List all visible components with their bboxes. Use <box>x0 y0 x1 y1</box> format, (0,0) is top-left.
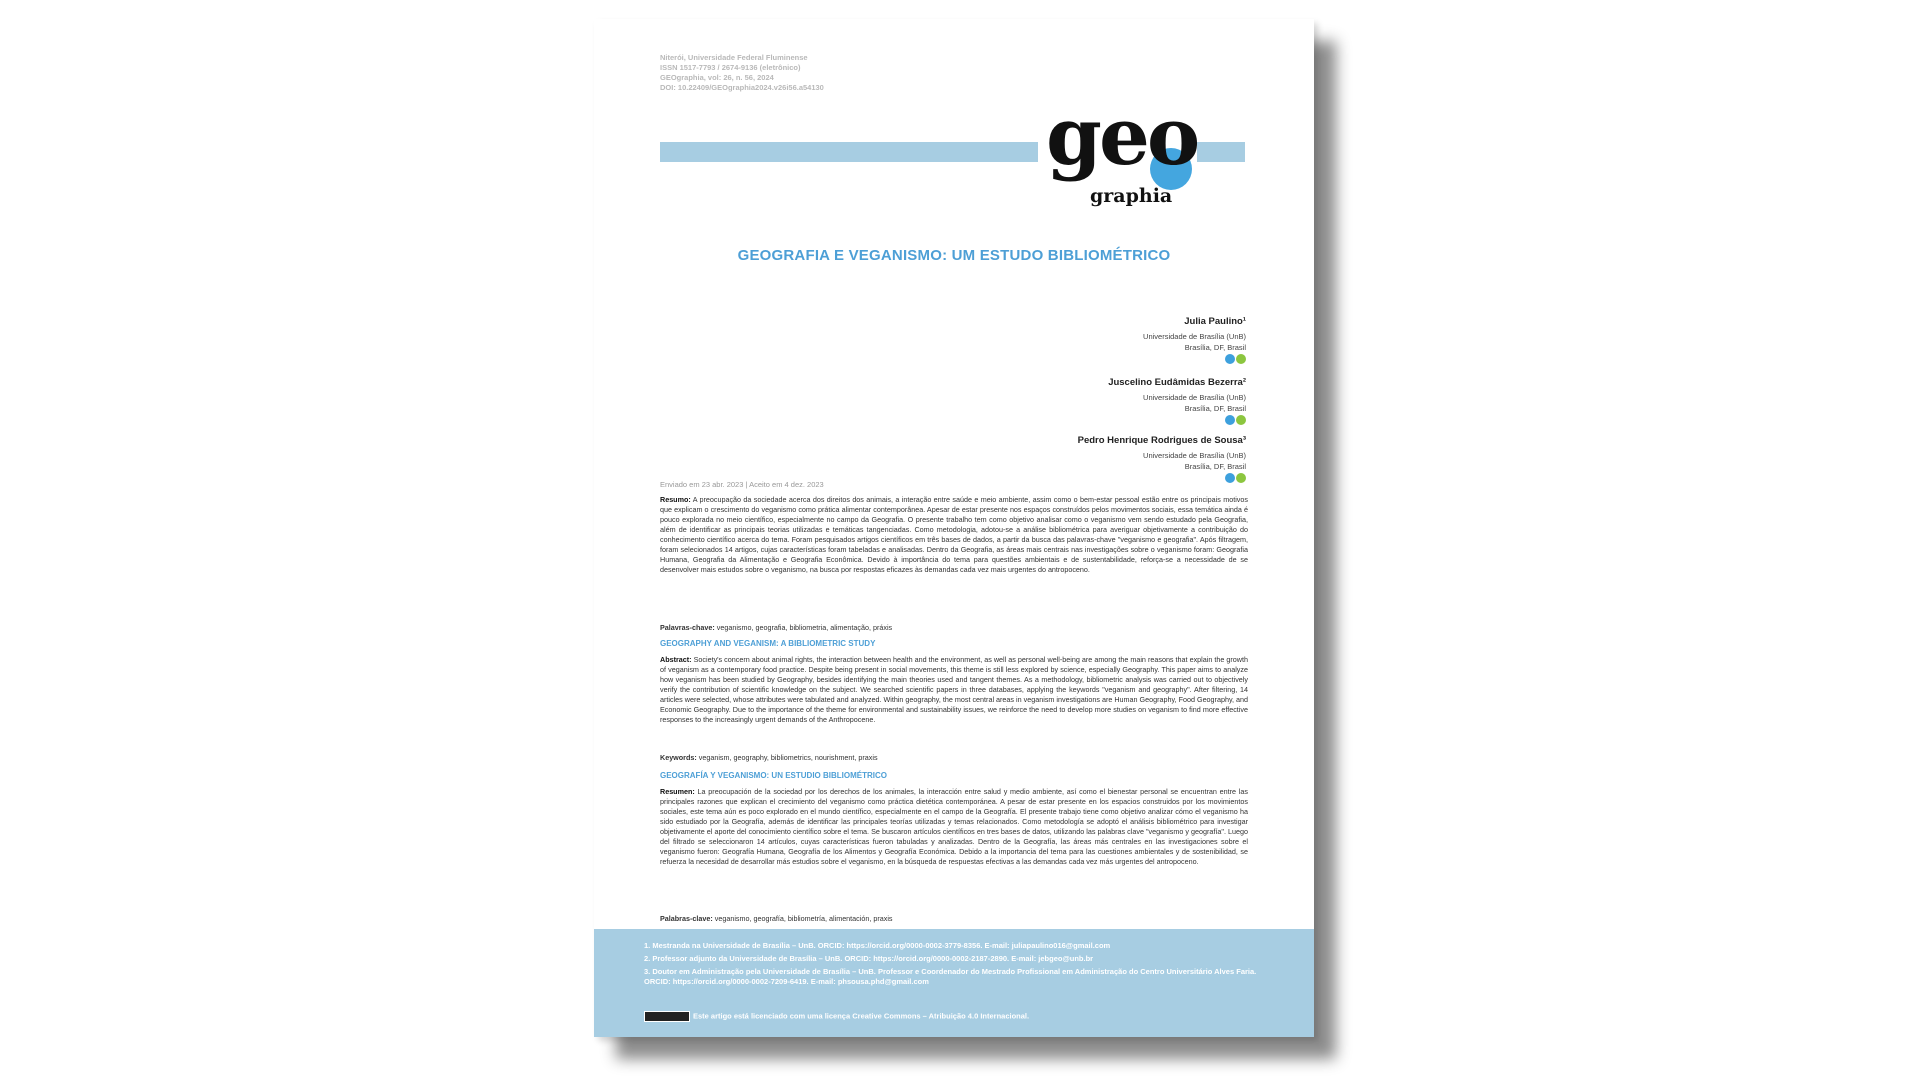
english-keywords-label: Keywords: <box>660 753 697 762</box>
meta-line-3: GEOgraphia, vol: 26, n. 56, 2024 <box>660 73 774 82</box>
resumo-keywords-text: veganismo, geografia, bibliometria, alimentação, práxis <box>714 623 893 632</box>
author-name: Pedro Henrique Rodrigues de Sousa³ <box>1077 435 1246 446</box>
journal-metadata <box>660 53 824 93</box>
orcid-icon[interactable] <box>1225 354 1235 364</box>
spanish-keywords-text: veganismo, geografía, bibliometría, alimentación, praxis <box>712 914 893 923</box>
author-affiliation: Universidade de Brasília (UnB) <box>1143 451 1246 460</box>
spanish-heading: GEOGRAFÍA Y VEGANISMO: UN ESTUDIO BIBLIOMÉTRICO <box>660 771 887 780</box>
article-title: GEOGRAFIA E VEGANISMO: UM ESTUDO BIBLIOMÉTRICO <box>737 247 1171 264</box>
resumo-keywords-label: Palavras-chave: <box>660 623 715 632</box>
meta-line-4: DOI: 10.22409/GEOgraphia2024.v26i56.a54130 <box>660 83 824 92</box>
author-location: Brasília, DF, Brasil <box>1184 343 1246 352</box>
header-bar-left <box>660 142 1038 162</box>
author-block <box>1143 316 1246 364</box>
spanish-keywords <box>660 914 1248 924</box>
creative-commons-icon[interactable] <box>644 1011 690 1022</box>
meta-line-1: Niterói, Universidade Federal Fluminense <box>660 53 808 62</box>
english-heading: GEOGRAPHY AND VEGANISM: A BIBLIOMETRIC STUDY <box>660 639 876 648</box>
spanish-keywords-label: Palabras-clave: <box>660 914 713 923</box>
resumen-text: La preocupación de la sociedad por los derechos de los animales, la interacción entre salud y medio ambiente, así como el bienestar personal se encuentran entre las principales razones que explican el crecimiento del veganismo como práctica dietética contemporánea. A pesar de estar presente en los espacios construidos por los movimientos sociales, este tema aún es poco explorado en el mundo científico, especialmente en el campo de la Geografía. El presente trabajo tiene como objetivo analizar cómo el veganismo ha sido estudiado por la Geografía, además de identificar las principales teorías utilizadas y temas relacionados. Como metodología se adoptó el análisis bibliométrico para investigar objetivamente el aporte del conocimiento científico sobre el tema. Se buscaron artículos científicos en tres bases de datos, utilizando las palabras clave "veganismo y geografía". Luego del filtrado se seleccionaron 14 artículos, cuyas características fueron tabuladas y analizadas. Dentro de la Geografía, las áreas más centrales en las investigaciones sobre el veganismo fueron: Geografía Humana, Geografía de los Alimentos y Geografía Económica. Debido a la importancia del tema para las cuestiones ambientales y de sostenibilidad, se refuerza la necesidad de desarrollar más estudios sobre el veganismo, en la búsqueda de respuestas efectivas a las demandas cada vez más urgentes del antropoceno. <box>660 787 1248 866</box>
resumen-label: Resumen: <box>660 787 695 796</box>
footnote-2: 2. Professor adjunto da Universidade de Brasília – UnB. ORCID: https://orcid.org/0000-0002-2187-2890. E-mail: jebgeo@unb.br <box>644 954 1094 963</box>
logo-graphia: graphia <box>1090 185 1173 207</box>
resumen-paragraph <box>660 787 1248 867</box>
abstract-text: Society's concern about animal rights, the interaction between health and the environment, as well as personal well-being are among the main reasons that explain the growth of veganism as a contemporary food practice. Despite being present in social movements, this theme is still less explored by science, especially Geography. This paper aims to analyze how veganism has been studied by Geography, besides identifying the main theories used and tangent themes. As a methodology, bibliometric analysis was carried out to objectively verify the contribution of scientific knowledge on the subject. We searched scientific papers in three databases, applying the keywords "veganism and geography". After filtering, 14 articles were selected, whose attributes were tabulated and analyzed. Within geography, the most central areas in veganism investigations are Human Geography, Food Geography, and Economic Geography. Due to the importance of the theme for environmental and sustainability issues, we reinforce the need to develop more studies on veganism to find more effective responses to the increasingly urgent demands of the Anthropocene. <box>660 655 1248 724</box>
header-bar-right <box>1197 142 1245 162</box>
footnote-1: 1. Mestranda na Universidade de Brasília – UnB. ORCID: https://orcid.org/0000-0002-3779-8356. E-mail: juliapaulino016@gmail.com <box>644 941 1111 950</box>
abstract-paragraph <box>660 655 1248 725</box>
geographia-logo <box>1036 89 1198 217</box>
abstract-label: Abstract: <box>660 655 692 664</box>
meta-line-2: ISSN 1517-7793 / 2674-9136 (eletrônico) <box>660 63 801 72</box>
author-location: Brasília, DF, Brasil <box>1184 404 1246 413</box>
resumo-label: Resumo: <box>660 495 691 504</box>
author-block <box>1078 435 1246 483</box>
resumo-paragraph <box>660 495 1248 575</box>
orcid-icon[interactable] <box>1225 473 1235 483</box>
footnote-3: 3. Doutor em Administração pela Universidade de Brasília – UnB. Professor e Coordenador do Mestrado Profissional em Administração do Centro Universitário Alves Faria. ORCID: https://orcid.org/0000-0002-7209-6419. E-mail: phsousa.phd@gmail.com <box>644 967 1257 986</box>
lattes-icon[interactable] <box>1236 473 1246 483</box>
submission-dates: Enviado em 23 abr. 2023 | Aceito em 4 dez. 2023 <box>660 480 824 489</box>
author-name: Juscelino Eudâmidas Bezerra² <box>1108 377 1246 388</box>
orcid-icon[interactable] <box>1225 415 1235 425</box>
logo-geo: geo <box>1046 89 1198 183</box>
english-keywords-text: veganism, geography, bibliometrics, nourishment, praxis <box>696 753 878 762</box>
author-block <box>1108 377 1246 425</box>
article-page <box>594 19 1314 1037</box>
resumo-keywords <box>660 623 1248 633</box>
lattes-icon[interactable] <box>1236 415 1246 425</box>
english-keywords <box>660 753 1248 763</box>
resumo-text: A preocupação da sociedade acerca dos direitos dos animais, a interação entre saúde e meio ambiente, assim como o bem-estar pessoal estão entre os principais motivos que explicam o crescimento do veganismo como prática alimentar contemporânea. Apesar de estar presente nos espaços construídos pelos movimentos sociais, essa temática ainda é pouco explorada no meio científico, especialmente no campo da Geografia. O presente trabalho tem como objetivo analisar como o veganismo vem sendo estudado pela Geografia, além de identificar as principais teorias utilizadas e temáticas tangenciadas. Como metodologia, adotou-se a análise bibliométrica para averiguar objetivamente a contribuição do conhecimento científico acerca do tema. Foram pesquisados artigos científicos em três bases de dados, a partir da busca das palavras-chave "veganismo e geografia". Após filtragem, foram selecionados 14 artigos, cujas características foram tabeladas e analisadas. Dentro da Geografia, as áreas mais centrais nas investigações sobre o veganismo foram: Geografia Humana, Geografia da Alimentação e Geografia Econômica. Devido à importância do tema para questões ambientais e de sustentabilidade, reforça-se a necessidade de se desenvolver mais estudos sobre o veganismo, na busca por respostas eficazes às demandas cada vez mais urgentes do antropoceno. <box>660 495 1248 574</box>
license-text: Este artigo está licenciado com uma licença Creative Commons – Atribuição 4.0 Internacional. <box>693 1011 1030 1021</box>
author-affiliation: Universidade de Brasília (UnB) <box>1143 393 1246 402</box>
lattes-icon[interactable] <box>1236 354 1246 364</box>
author-name: Julia Paulino¹ <box>1184 316 1246 327</box>
author-affiliation: Universidade de Brasília (UnB) <box>1143 332 1246 341</box>
author-location: Brasília, DF, Brasil <box>1184 462 1246 471</box>
license-line <box>644 1011 1029 1022</box>
